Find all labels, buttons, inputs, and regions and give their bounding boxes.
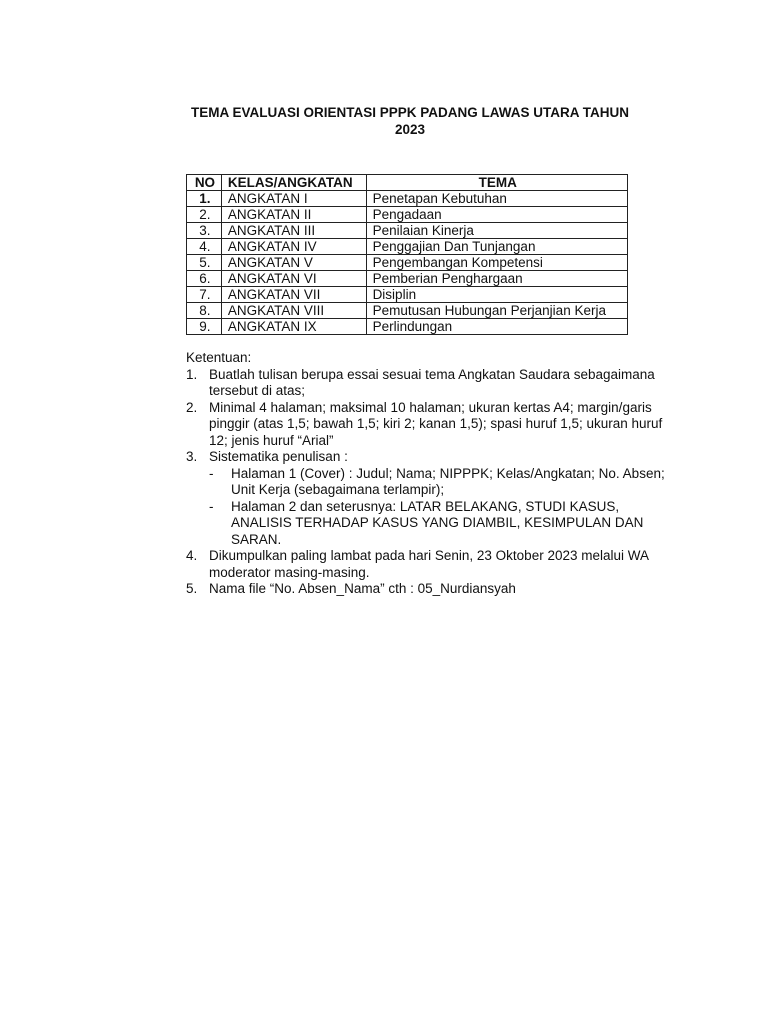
- rules-list: [186, 367, 666, 598]
- cell-tema: Penilaian Kinerja: [366, 223, 627, 239]
- list-number: 4.: [186, 548, 198, 563]
- cell-kelas: ANGKATAN V: [221, 255, 366, 271]
- sub-list-item: [209, 466, 666, 499]
- cell-tema: Penggajian Dan Tunjangan: [366, 239, 627, 255]
- list-number: 1.: [186, 366, 198, 382]
- list-item: [186, 400, 666, 450]
- table-row: [187, 207, 628, 223]
- cell-tema: Pemberian Penghargaan: [366, 271, 627, 287]
- cell-no: 4.: [187, 239, 222, 255]
- cell-no: 6.: [187, 271, 222, 287]
- table-row: [187, 303, 628, 319]
- cell-tema: Pengadaan: [366, 207, 627, 223]
- table-header-row: [187, 175, 628, 191]
- cell-no: 3.: [187, 223, 222, 239]
- sub-list-text: Halaman 1 (Cover) : Judul; Nama; NIPPPK; Kelas/Angkatan; No. Absen; Unit Kerja (sebagaimana terlampir);: [231, 465, 665, 497]
- header-kelas: KELAS/ANGKATAN: [221, 175, 366, 191]
- cell-kelas: ANGKATAN IV: [221, 239, 366, 255]
- document-title: [160, 104, 660, 138]
- title-line-1: TEMA EVALUASI ORIENTASI PPPK PADANG LAWAS UTARA TAHUN: [190, 105, 629, 120]
- cell-no: 8.: [187, 303, 222, 319]
- list-text: Buatlah tulisan berupa essai sesuai tema Angkatan Saudara sebagaimana tersebut di atas;: [209, 366, 655, 398]
- cell-kelas: ANGKATAN II: [221, 207, 366, 223]
- list-item: [186, 367, 666, 400]
- cell-no: 5.: [187, 255, 222, 271]
- cell-no: 2.: [187, 207, 222, 223]
- list-number: 5.: [186, 581, 198, 596]
- cell-kelas: ANGKATAN I: [221, 191, 366, 207]
- table-row: [187, 239, 628, 255]
- list-text: Sistematika penulisan :: [209, 449, 348, 464]
- table-row: [187, 255, 628, 271]
- list-item: [186, 548, 666, 581]
- sub-list: [209, 466, 666, 549]
- list-number: 3.: [186, 449, 198, 464]
- list-item: [186, 449, 666, 548]
- cell-kelas: ANGKATAN VII: [221, 287, 366, 303]
- rules-heading: Ketentuan:: [186, 350, 252, 365]
- sub-list-item: [209, 499, 666, 549]
- cell-tema: Pemutusan Hubungan Perjanjian Kerja: [366, 303, 627, 319]
- cell-kelas: ANGKATAN VI: [221, 271, 366, 287]
- cell-tema: Perlindungan: [366, 319, 627, 335]
- table-row: [187, 191, 628, 207]
- table-row: [187, 223, 628, 239]
- list-text: Nama file “No. Absen_Nama” cth : 05_Nurdiansyah: [209, 581, 516, 596]
- title-line-2: 2023: [394, 122, 426, 137]
- cell-tema: Disiplin: [366, 287, 627, 303]
- list-text: Dikumpulkan paling lambat pada hari Senin, 23 Oktober 2023 melalui WA moderator masing-masing.: [209, 548, 649, 580]
- cell-tema: Pengembangan Kompetensi: [366, 255, 627, 271]
- header-tema: TEMA: [366, 175, 627, 191]
- table-row: [187, 271, 628, 287]
- list-item: [186, 581, 666, 598]
- sub-list-text: Halaman 2 dan seterusnya: LATAR BELAKANG, STUDI KASUS, ANALISIS TERHADAP KASUS YANG DIAMBIL, KESIMPULAN DAN SARAN.: [231, 498, 644, 547]
- cell-kelas: ANGKATAN VIII: [221, 303, 366, 319]
- cell-no: 9.: [187, 319, 222, 335]
- cell-tema: Penetapan Kebutuhan: [366, 191, 627, 207]
- table-row: [187, 319, 628, 335]
- cell-kelas: ANGKATAN IX: [221, 319, 366, 335]
- theme-table: [186, 174, 628, 335]
- table-row: [187, 287, 628, 303]
- list-number: 2.: [186, 399, 198, 415]
- rules-section: [186, 350, 666, 598]
- cell-kelas: ANGKATAN III: [221, 223, 366, 239]
- list-text: Minimal 4 halaman; maksimal 10 halaman; ukuran kertas A4; margin/garis pinggir (atas 1,5; bawah 1,5; kiri 2; kanan 1,5); spasi huruf 1,5; ukuran huruf 12; jenis huruf “Arial”: [209, 399, 663, 448]
- sub-list-dash: -: [209, 498, 214, 514]
- cell-no: 7.: [187, 287, 222, 303]
- sub-list-dash: -: [209, 465, 214, 481]
- header-no: NO: [187, 175, 222, 191]
- cell-no: 1.: [187, 191, 222, 207]
